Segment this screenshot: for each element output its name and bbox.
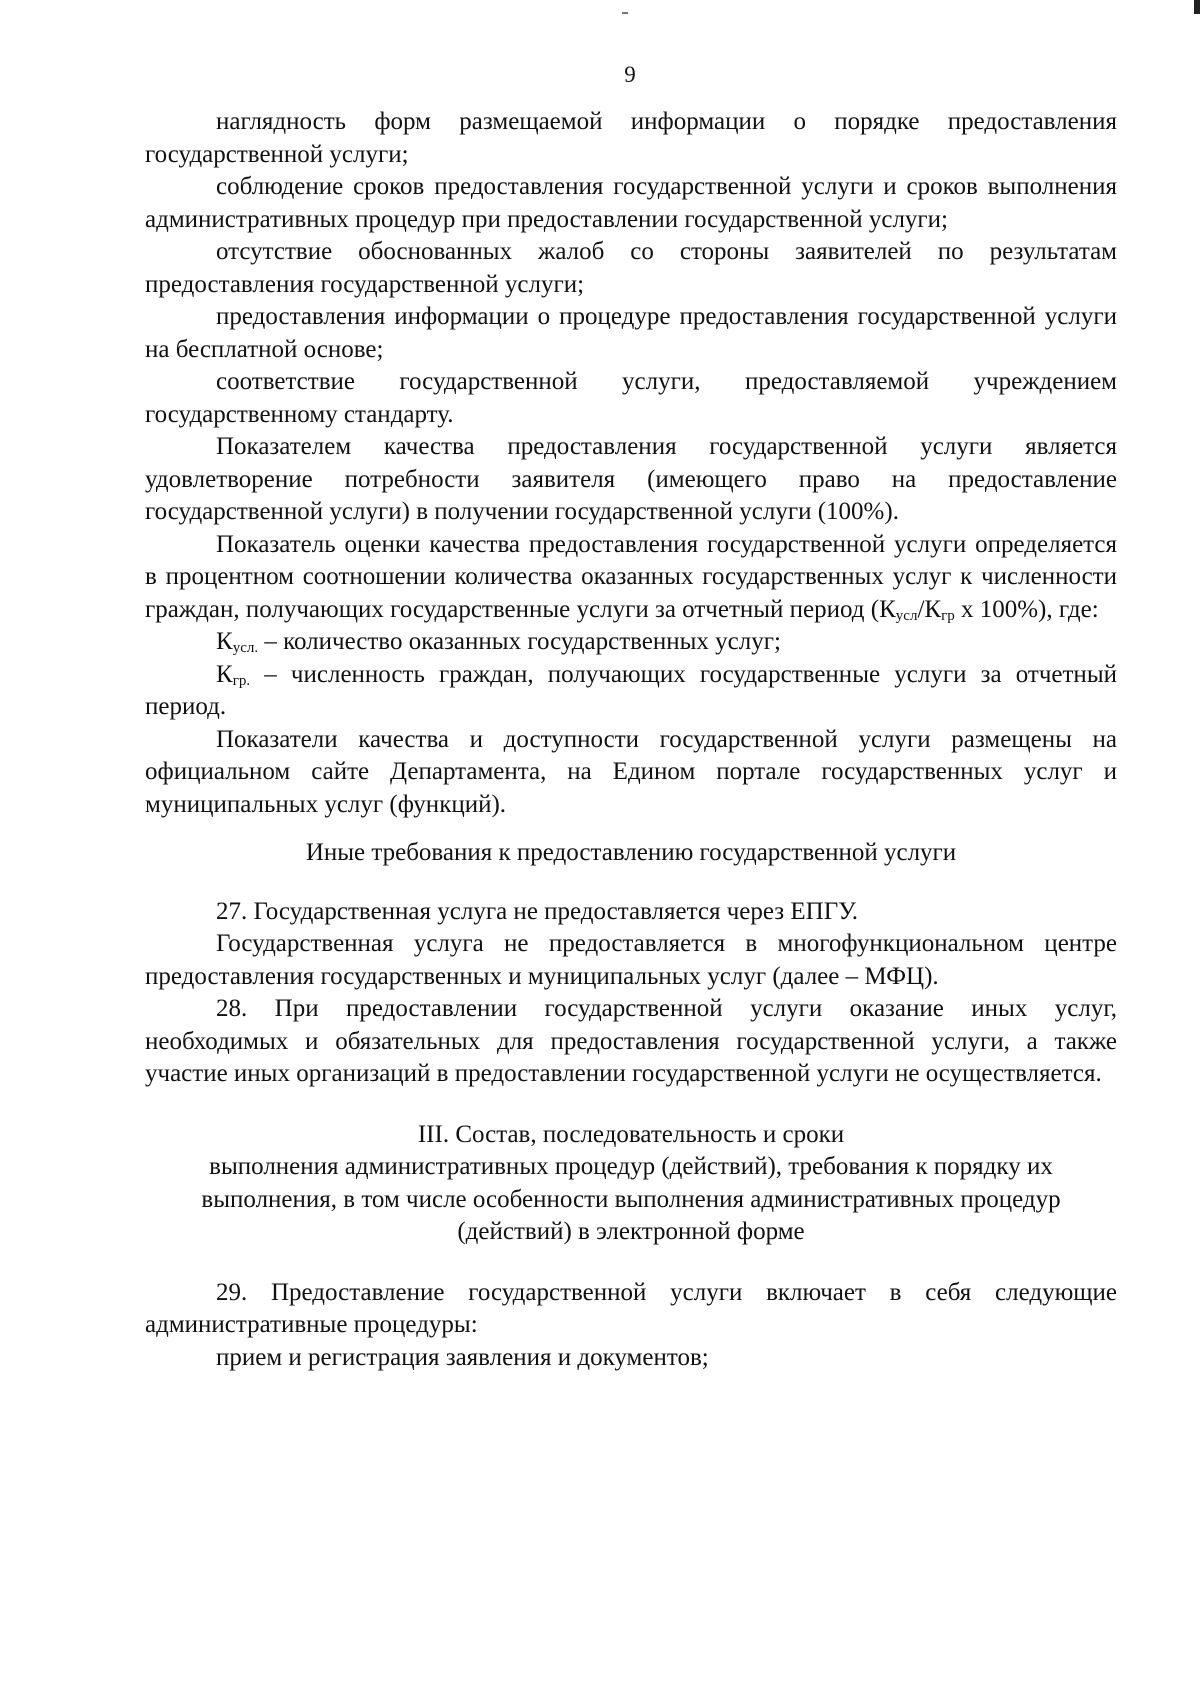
paragraph: Показателем качества предоставления государственной услуги является удовлетворение потребности заявителя (имеющего право на предоставление государственной услуги) в получении государственной услуги (100%). [145, 433, 1117, 525]
spacer [145, 870, 1117, 896]
section-heading-other-requirements: Иные требования к предоставлению государственной услуги [305, 839, 957, 866]
document-body [145, 106, 1117, 1374]
paragraph: соблюдение сроков предоставления государственной услуги и сроков выполнения административных процедур при предоставлении государственной услуги; [145, 173, 1117, 233]
paragraph: наглядность форм размещаемой информации о порядке предоставления государственной услуги; [145, 108, 1117, 168]
formula-sub-gr: гр [941, 607, 955, 624]
paragraph: прием и регистрация заявления и документов; [216, 1343, 709, 1371]
paragraph: отсутствие обоснованных жалоб со стороны заявителей по результатам предоставления государственной услуги; [145, 238, 1117, 298]
section-heading-title: III. Состав, последовательность и сроки [417, 1120, 845, 1148]
formula-text-after: х 100%), где: [954, 595, 1099, 623]
definition-subscript: усл. [232, 640, 259, 656]
scan-dot [622, 12, 628, 14]
paragraph: Показатели качества и доступности государственной услуги размещены на официальном сайте Департамента, на Едином портале государственных услуг и муниципальных услуг (функций). [145, 725, 1117, 818]
formula-mid: /К [917, 595, 942, 623]
page-number: 9 [624, 62, 636, 87]
spacer [145, 821, 1117, 837]
paragraph: 27. Государственная услуга не предоставляется через ЕПГУ. [216, 897, 859, 925]
formula-paragraph [145, 529, 1117, 627]
paragraph: 28. При предоставлении государственной услуги оказание иных услуг, необходимых и обязательных для предоставления государственной услуги, а также участие иных организаций в предоставлении государственной услуги не осуществляется. [145, 995, 1117, 1087]
definition-symbol: К [216, 660, 233, 688]
paragraph: соответствие государственной услуги, предоставляемой учреждением государственному стандарту. [145, 368, 1117, 428]
formula-sub-usl: усл [895, 607, 918, 624]
paragraph: предоставления информации о процедуре предоставления государственной услуги на бесплатной основе; [145, 303, 1117, 363]
spacer [145, 1091, 1117, 1119]
definition-text: – количество оказанных государственных услуг; [258, 628, 781, 655]
definition-subscript: гр. [232, 672, 251, 689]
definition-gr [145, 659, 1117, 724]
scan-edge-mark [1194, 0, 1200, 14]
section-heading-subtitle: выполнения административных процедур (действий), требования к порядку их выполнения, в том числе особенности выполнения административных процедур (действий) в электронной форме [201, 1153, 1061, 1245]
spacer [145, 1249, 1117, 1277]
paragraph: Государственная услуга не предоставляется в многофункциональном центре предоставления государственных и муниципальных услуг (далее – МФЦ). [145, 930, 1117, 990]
paragraph: 29. Предоставление государственной услуги включает в себя следующие административные процедуры: [145, 1278, 1117, 1338]
definition-symbol: К [216, 628, 233, 655]
formula-text-before: Показатель оценки качества предоставления государственной услуги определяется в процентном соотношении количества оказанных государственных услуг к численности граждан, получающих государственные услуги за отчетный период (К [145, 530, 1117, 623]
definition-text: – численность граждан, получающих государственные услуги за отчетный период. [145, 660, 1117, 720]
definition-usl [145, 626, 1117, 659]
